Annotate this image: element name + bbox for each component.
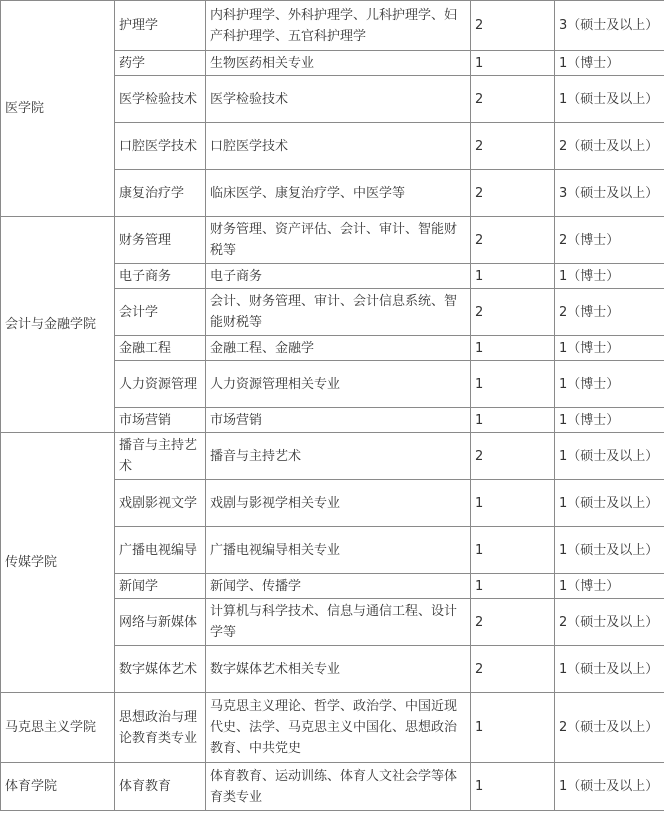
fields-cell: 内科护理学、外科护理学、儿科护理学、妇产科护理学、五官科护理学 <box>206 1 471 51</box>
fields-cell: 口腔医学技术 <box>206 123 471 170</box>
major-cell: 电子商务 <box>115 264 206 289</box>
fields-cell: 会计、财务管理、审计、会计信息系统、智能财税等 <box>206 289 471 336</box>
count-cell: 2 <box>471 123 555 170</box>
major-cell: 数字媒体艺术 <box>115 646 206 693</box>
fields-cell: 新闻学、传播学 <box>206 574 471 599</box>
requirement-cell: 1（博士） <box>555 408 664 433</box>
count-cell: 1 <box>471 480 555 527</box>
count-cell: 1 <box>471 336 555 361</box>
fields-cell: 戏剧与影视学相关专业 <box>206 480 471 527</box>
count-cell: 1 <box>471 264 555 289</box>
major-cell: 思想政治与理论教育类专业 <box>115 693 206 763</box>
requirement-cell: 1（硕士及以上） <box>555 480 664 527</box>
college-name: 马克思主义学院 <box>1 693 115 763</box>
table-row <box>1 217 664 264</box>
major-cell: 戏剧影视文学 <box>115 480 206 527</box>
table-row <box>1 1 664 51</box>
requirement-cell: 1（博士） <box>555 51 664 76</box>
fields-cell: 财务管理、资产评估、会计、审计、智能财税等 <box>206 217 471 264</box>
requirement-cell: 2（硕士及以上） <box>555 123 664 170</box>
fields-cell: 马克思主义理论、哲学、政治学、中国近现代史、法学、马克思主义中国化、思想政治教育、中共党史 <box>206 693 471 763</box>
fields-cell: 生物医药相关专业 <box>206 51 471 76</box>
major-cell: 会计学 <box>115 289 206 336</box>
fields-cell: 临床医学、康复治疗学、中医学等 <box>206 170 471 217</box>
count-cell: 2 <box>471 1 555 51</box>
requirement-cell: 1（硕士及以上） <box>555 76 664 123</box>
count-cell: 2 <box>471 433 555 480</box>
requirement-cell: 1（博士） <box>555 361 664 408</box>
requirement-cell: 2（硕士及以上） <box>555 599 664 646</box>
major-cell: 网络与新媒体 <box>115 599 206 646</box>
table-row <box>1 693 664 763</box>
count-cell: 1 <box>471 763 555 811</box>
major-cell: 医学检验技术 <box>115 76 206 123</box>
requirement-cell: 1（博士） <box>555 574 664 599</box>
count-cell: 1 <box>471 693 555 763</box>
requirement-cell: 2（博士） <box>555 289 664 336</box>
count-cell: 1 <box>471 361 555 408</box>
count-cell: 2 <box>471 170 555 217</box>
requirement-cell: 3（硕士及以上） <box>555 1 664 51</box>
count-cell: 2 <box>471 599 555 646</box>
major-cell: 人力资源管理 <box>115 361 206 408</box>
count-cell: 1 <box>471 51 555 76</box>
fields-cell: 体育教育、运动训练、体育人文社会学等体育类专业 <box>206 763 471 811</box>
major-cell: 金融工程 <box>115 336 206 361</box>
requirement-cell: 3（硕士及以上） <box>555 170 664 217</box>
fields-cell: 计算机与科学技术、信息与通信工程、设计学等 <box>206 599 471 646</box>
fields-cell: 数字媒体艺术相关专业 <box>206 646 471 693</box>
college-name: 传媒学院 <box>1 433 115 693</box>
major-cell: 口腔医学技术 <box>115 123 206 170</box>
count-cell: 2 <box>471 646 555 693</box>
table-row <box>1 433 664 480</box>
count-cell: 1 <box>471 527 555 574</box>
table-row <box>1 763 664 811</box>
count-cell: 2 <box>471 76 555 123</box>
count-cell: 1 <box>471 408 555 433</box>
major-cell: 播音与主持艺术 <box>115 433 206 480</box>
fields-cell: 播音与主持艺术 <box>206 433 471 480</box>
fields-cell: 人力资源管理相关专业 <box>206 361 471 408</box>
college-name: 会计与金融学院 <box>1 217 115 433</box>
fields-cell: 金融工程、金融学 <box>206 336 471 361</box>
major-cell: 体育教育 <box>115 763 206 811</box>
count-cell: 2 <box>471 289 555 336</box>
requirement-cell: 1（硕士及以上） <box>555 527 664 574</box>
requirement-cell: 2（博士） <box>555 217 664 264</box>
requirement-cell: 1（硕士及以上） <box>555 763 664 811</box>
college-name: 医学院 <box>1 1 115 217</box>
fields-cell: 医学检验技术 <box>206 76 471 123</box>
fields-cell: 电子商务 <box>206 264 471 289</box>
requirement-cell: 1（硕士及以上） <box>555 646 664 693</box>
fields-cell: 市场营销 <box>206 408 471 433</box>
requirement-cell: 1（硕士及以上） <box>555 433 664 480</box>
college-name: 体育学院 <box>1 763 115 811</box>
requirement-cell: 2（硕士及以上） <box>555 693 664 763</box>
major-cell: 护理学 <box>115 1 206 51</box>
requirement-cell: 1（博士） <box>555 336 664 361</box>
major-cell: 药学 <box>115 51 206 76</box>
major-cell: 广播电视编导 <box>115 527 206 574</box>
count-cell: 1 <box>471 574 555 599</box>
major-cell: 康复治疗学 <box>115 170 206 217</box>
major-cell: 市场营销 <box>115 408 206 433</box>
count-cell: 2 <box>471 217 555 264</box>
major-cell: 财务管理 <box>115 217 206 264</box>
major-cell: 新闻学 <box>115 574 206 599</box>
fields-cell: 广播电视编导相关专业 <box>206 527 471 574</box>
requirement-cell: 1（博士） <box>555 264 664 289</box>
